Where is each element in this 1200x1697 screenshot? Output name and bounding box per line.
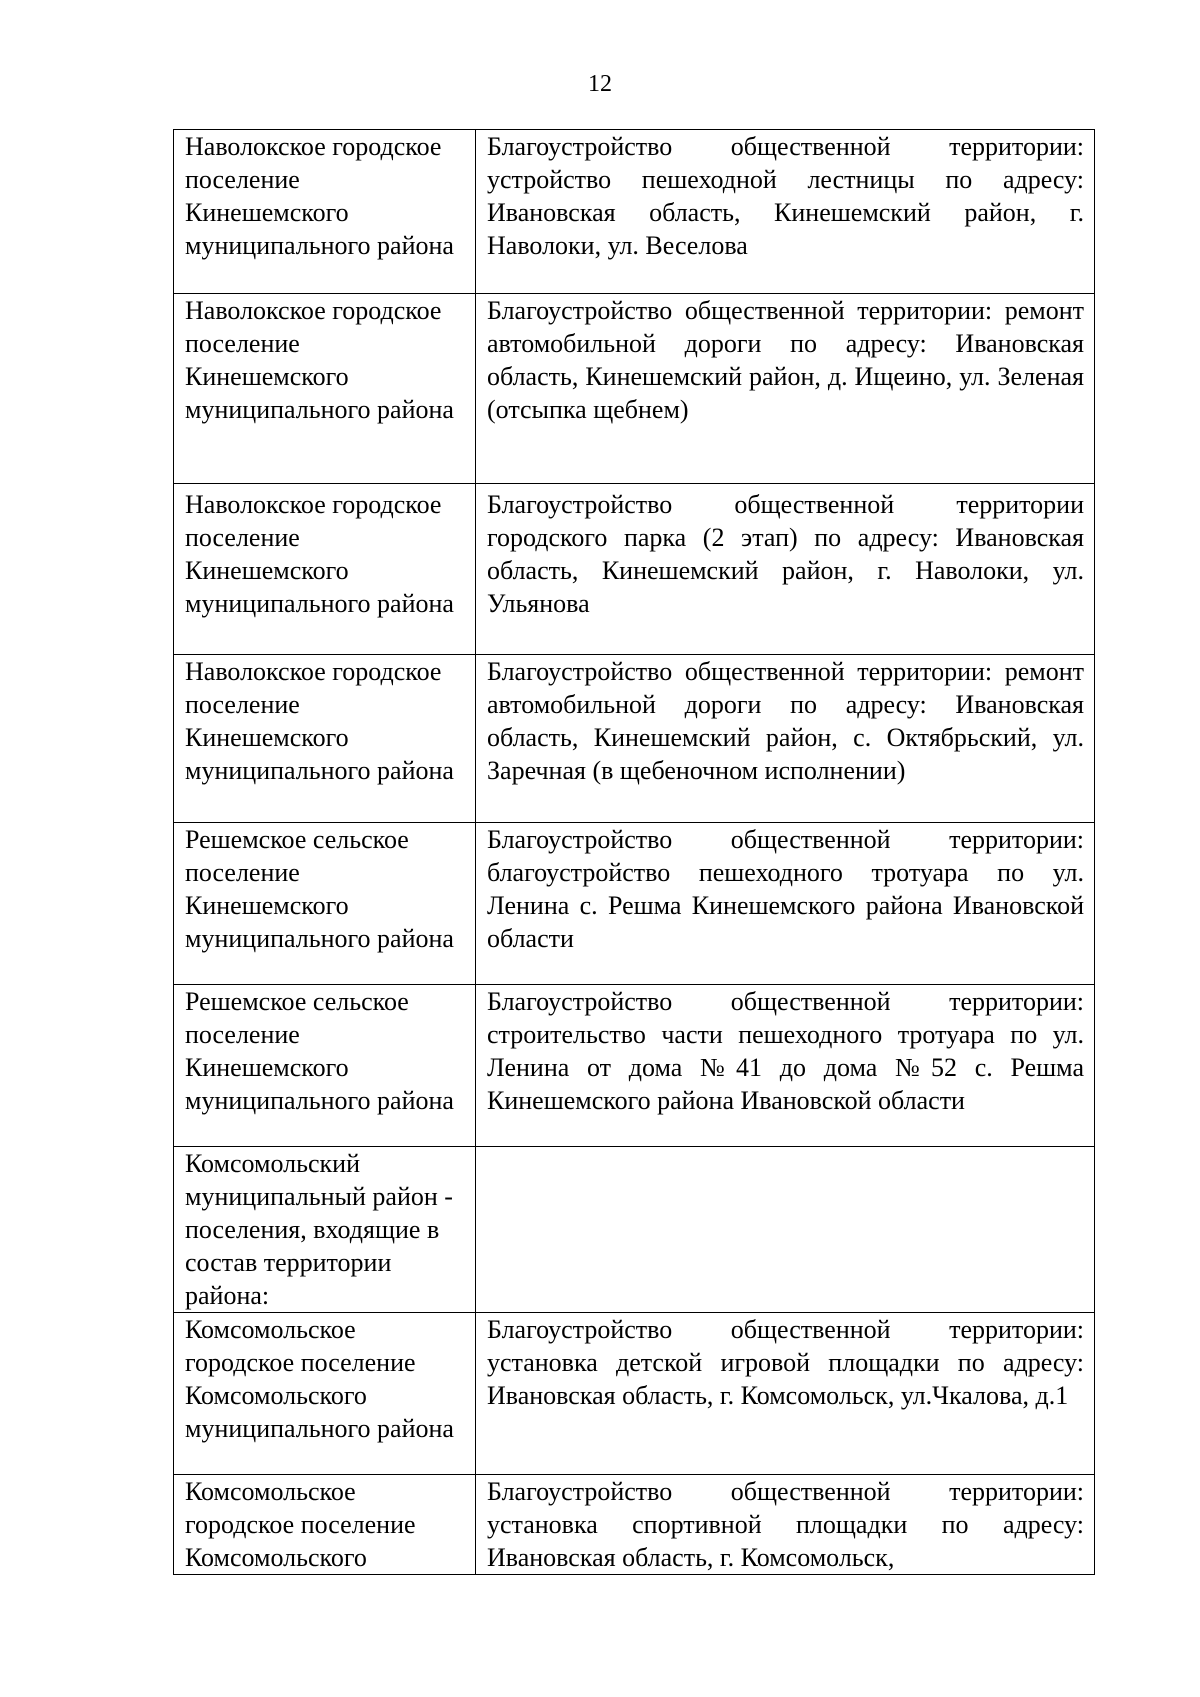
object-cell: Благоустройство общественной территории: установка детской игровой площадки по адресу: Ивановская область, г. Комсомольск, ул.Чкалова, д.1	[476, 1313, 1095, 1475]
table-row	[174, 1147, 1095, 1313]
settlements-table	[173, 129, 1095, 1575]
object-cell	[476, 1147, 1095, 1313]
object-cell: Благоустройство общественной территории: устройство пешеходной лестницы по адресу: Ивановская область, Кинешемский район, г. Наволоки, ул. Веселова	[476, 130, 1095, 294]
table-row	[174, 655, 1095, 823]
table-row	[174, 130, 1095, 294]
municipality-cell: Решемское сельское поселение Кинешемского муниципального района	[174, 823, 476, 985]
municipality-cell: Комсомольский муниципальный район - поселения, входящие в состав территории района:	[174, 1147, 476, 1313]
page-number: 12	[588, 71, 612, 97]
municipality-cell: Комсомольское городское поселение Комсомольского муниципального района	[174, 1313, 476, 1475]
table-row	[174, 985, 1095, 1147]
municipality-cell: Комсомольское городское поселение Комсомольского	[174, 1475, 476, 1575]
municipality-cell: Наволокское городское поселение Кинешемского муниципального района	[174, 130, 476, 294]
table-row	[174, 1313, 1095, 1475]
table-row	[174, 484, 1095, 655]
object-cell: Благоустройство общественной территории: установка спортивной площадки по адресу: Ивановская область, г. Комсомольск,	[476, 1475, 1095, 1575]
municipality-cell: Наволокское городское поселение Кинешемского муниципального района	[174, 655, 476, 823]
object-cell: Благоустройство общественной территории городского парка (2 этап) по адресу: Ивановская область, Кинешемский район, г. Наволоки, ул. Ульянова	[476, 484, 1095, 655]
municipality-cell: Решемское сельское поселение Кинешемского муниципального района	[174, 985, 476, 1147]
table-row	[174, 1475, 1095, 1575]
object-cell: Благоустройство общественной территории: строительство части пешеходного тротуара по ул. Ленина от дома №41 до дома №52 с. Решма Кинешемского района Ивановской области	[476, 985, 1095, 1147]
table-row	[174, 823, 1095, 985]
object-cell: Благоустройство общественной территории: ремонт автомобильной дороги по адресу: Ивановская область, Кинешемский район, д. Ищеино, ул. Зеленая (отсыпка щебнем)	[476, 294, 1095, 484]
object-cell: Благоустройство общественной территории: благоустройство пешеходного тротуара по ул. Ленина с. Решма Кинешемского района Ивановской области	[476, 823, 1095, 985]
municipality-cell: Наволокское городское поселение Кинешемского муниципального района	[174, 294, 476, 484]
object-cell: Благоустройство общественной территории: ремонт автомобильной дороги по адресу: Ивановская область, Кинешемский район, с. Октябрьский, ул. Заречная (в щебеночном исполнении)	[476, 655, 1095, 823]
table-row	[174, 294, 1095, 484]
municipality-cell: Наволокское городское поселение Кинешемского муниципального района	[174, 484, 476, 655]
